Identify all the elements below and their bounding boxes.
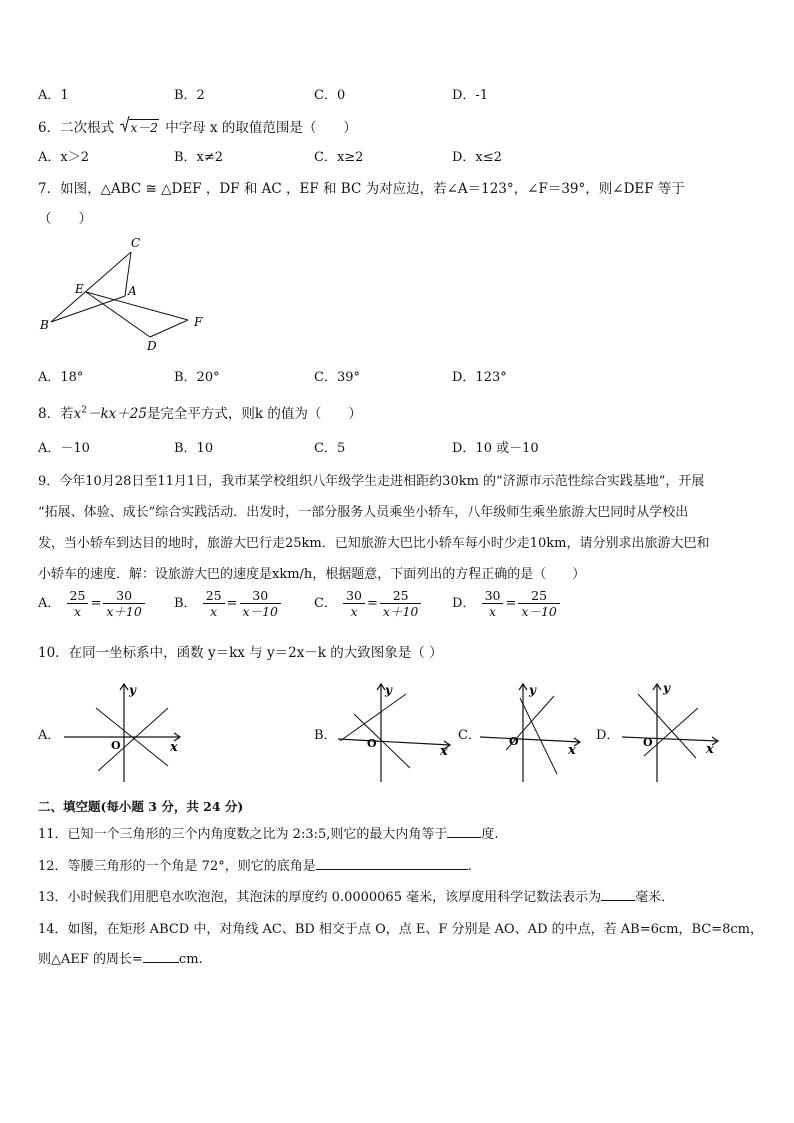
vertex-label-f: F — [194, 315, 203, 329]
x-axis-label: x — [440, 744, 448, 759]
q11-prefix: 11．已知一个三角形的三个内角度数之比为 2:3:5,则它的最大内角等于 — [38, 827, 448, 842]
q6-option-c[interactable]: C．x≥2 — [314, 150, 364, 165]
fraction-numerator: 25 — [203, 588, 225, 604]
q9-option-b-right-fraction — [240, 588, 281, 619]
q7-option-c[interactable]: C．39° — [314, 370, 360, 385]
q14-stem-line1: 14．如图，在矩形 ABCD 中，对角线 AC、BD 相交于点 O，点 E、F 分别是 AO、AD 的中点，若 AB=6cm，BC=8cm， — [38, 922, 763, 937]
fraction-denominator: x — [489, 604, 497, 619]
q6-radical — [120, 118, 159, 136]
q7-stem-line1: 7．如图，△ABC ≅ △DEF ，DF 和 AC ，EF 和 BC 为对应边，若∠A＝123°，∠F＝39°，则∠DEF 等于 — [38, 181, 685, 197]
q10-option-d-label[interactable]: D． — [596, 728, 620, 743]
q6-radicand: x－2 — [130, 120, 158, 135]
q10-stem: 10．在同一坐标系中，函数 y＝kx 与 y＝2x－k 的大致图象是（ ） — [38, 645, 443, 661]
q9-stem-line3: 发，当小轿车到达目的地时，旅游大巴行走25km．已知旅游大巴比小轿车每小时少走10km，请分别求出旅游大巴和 — [38, 536, 710, 551]
q8-stem — [38, 402, 362, 422]
edge-fd — [150, 320, 188, 337]
q14-suffix: cm. — [178, 952, 203, 967]
vertex-label-e: E — [75, 282, 84, 296]
q13-answer-blank[interactable] — [601, 888, 635, 901]
q9-option-a-left-fraction — [67, 588, 89, 619]
x-axis-label: x — [170, 740, 178, 755]
q10-graph-b[interactable] — [334, 678, 464, 788]
q8-expr-x: x — [73, 406, 82, 422]
q6-prefix: 6．二次根式 — [38, 120, 115, 136]
radical-sign-icon — [120, 116, 130, 133]
fraction-denominator: x＋10 — [382, 604, 419, 619]
q9-option-c[interactable]: C． $\frac{30}{x}$ = $\frac{25}{x+10}$ — [314, 588, 423, 619]
q7-option-b[interactable]: B．20° — [174, 370, 220, 385]
q9-option-a-label: A． — [38, 596, 61, 611]
q9-option-a[interactable]: A． $\frac{25}{x}$ = $\frac{30}{x+10}$ — [38, 588, 147, 619]
fraction-denominator: x — [350, 604, 358, 619]
fraction-denominator: x－10 — [242, 604, 278, 619]
function-line-2 — [520, 698, 557, 774]
fraction-numerator: 30 — [343, 588, 365, 604]
x-axis-label: x — [706, 742, 714, 757]
q12-suffix: . — [467, 859, 472, 874]
q8-expr-rest: －kx＋25 — [86, 406, 147, 422]
q10-option-a-label[interactable]: A． — [38, 728, 61, 743]
q12-stem — [38, 855, 472, 874]
q8-option-b[interactable]: B．10 — [174, 441, 214, 456]
q11-answer-blank[interactable] — [447, 825, 481, 838]
q9-option-c-label: C． — [314, 596, 337, 611]
fraction-numerator: 25 — [380, 588, 421, 604]
q13-suffix: 毫米． — [635, 890, 675, 905]
edge-ef — [86, 292, 188, 320]
q5-option-b[interactable]: B．2 — [174, 88, 205, 103]
q6-option-d[interactable]: D．x≤2 — [452, 150, 502, 165]
q9-option-b[interactable]: B． $\frac{25}{x}$ = $\frac{30}{x-10}$ — [174, 588, 283, 619]
x-axis — [338, 739, 450, 745]
q7-triangle-figure — [36, 234, 212, 356]
y-axis-label: y — [663, 681, 670, 695]
q8-prefix: 8．若 — [38, 406, 74, 422]
origin-label: O — [643, 736, 653, 749]
vertex-label-c: C — [131, 236, 141, 250]
q7-option-d[interactable]: D．123° — [452, 370, 507, 385]
origin-label: O — [111, 739, 121, 752]
q14-stem-line2 — [38, 948, 203, 967]
q13-prefix: 13．小时候我们用肥皂水吹泡泡，其泡沫的厚度约 0.0000065 毫米，该厚度用科学记数法表示为 — [38, 890, 602, 905]
q9-stem-line2: “拓展、体验、成长”综合实践活动．出发时，一部分服务人员乘坐小轿车，八年级师生乘坐旅游大巴同时从学校出 — [38, 505, 689, 520]
q5-option-d[interactable]: D．-1 — [452, 88, 489, 103]
fraction-denominator: x — [73, 604, 82, 619]
x-axis — [622, 737, 718, 741]
q9-option-a-right-fraction — [103, 588, 144, 619]
q9-option-b-label: B． — [174, 596, 197, 611]
q9-stem-line4: 小轿车的速度．解：设旅游大巴的速度是xkm/h，根据题意，下面列出的方程正确的是（ ） — [38, 567, 586, 582]
q6-suffix: 中字母 x 的取值范围是（ ） — [165, 120, 357, 136]
q8-option-c[interactable]: C．5 — [314, 441, 346, 456]
q6-option-a[interactable]: A．x＞2 — [38, 150, 89, 165]
section-2-heading: 二、填空题(每小题 3 分，共 24 分) — [38, 799, 244, 814]
q9-option-d-right-fraction — [518, 588, 559, 619]
origin-label: O — [367, 737, 377, 750]
q9-stem-line1: 9．今年10月28日至11月1日，我市某学校组织八年级学生走进相距约30km 的“济源市示范性综合实践基地”，开展 — [38, 474, 705, 489]
q14-answer-blank[interactable] — [143, 950, 179, 963]
q10-option-c-label[interactable]: C． — [458, 728, 481, 743]
q11-stem — [38, 823, 499, 842]
fraction-numerator: 30 — [482, 588, 504, 604]
q9-option-b-left-fraction — [203, 588, 225, 619]
q14-prefix: 则△AEF 的周长= — [38, 952, 143, 967]
q12-prefix: 12．等腰三角形的一个角是 72°，则它的底角是 — [38, 859, 316, 874]
q7-option-a[interactable]: A．18° — [38, 370, 84, 385]
fraction-numerator: 30 — [103, 588, 144, 604]
y-axis-label: y — [529, 683, 536, 697]
q10-graph-d[interactable] — [616, 678, 726, 788]
q11-suffix: 度. — [481, 827, 499, 842]
fraction-denominator: x－10 — [521, 604, 557, 619]
q8-expr-exponent: 2 — [81, 405, 87, 416]
edge-bc — [51, 252, 131, 322]
q10-graph-c[interactable] — [478, 678, 588, 788]
vertex-label-a: A — [128, 284, 137, 298]
x-axis — [480, 737, 580, 742]
q5-option-c[interactable]: C．0 — [314, 88, 346, 103]
q9-option-d-label: D． — [452, 596, 476, 611]
function-line-2 — [354, 714, 410, 768]
q6-option-b[interactable]: B．x≠2 — [174, 150, 224, 165]
q9-option-c-left-fraction — [343, 588, 365, 619]
y-axis-label: y — [385, 683, 392, 697]
q5-option-a[interactable]: A．1 — [38, 88, 69, 103]
q8-option-d[interactable]: D．10 或－10 — [452, 441, 539, 456]
y-axis-label: y — [129, 683, 136, 697]
q9-option-d[interactable]: D． $\frac{30}{x}$ = $\frac{25}{x-10}$ — [452, 588, 562, 619]
fraction-denominator: x — [210, 604, 218, 619]
x-axis-label: x — [568, 743, 576, 758]
q7-stem-line2: （ ） — [38, 211, 92, 227]
q12-answer-blank[interactable] — [316, 857, 468, 870]
vertex-label-d: D — [147, 339, 157, 353]
vertex-label-b: B — [40, 318, 49, 332]
q13-stem — [38, 886, 674, 905]
q9-option-c-right-fraction — [380, 588, 421, 619]
q8-option-a[interactable]: A．－10 — [38, 441, 90, 456]
fraction-numerator: 25 — [67, 588, 89, 604]
fraction-denominator: x＋10 — [106, 604, 142, 619]
q10-graph-a[interactable] — [62, 678, 192, 788]
q6-stem — [38, 116, 357, 136]
q8-suffix: 是完全平方式，则k 的值为（ ） — [146, 406, 362, 422]
fraction-numerator: 30 — [240, 588, 281, 604]
q9-option-d-left-fraction — [482, 588, 504, 619]
q10-option-b-label[interactable]: B． — [314, 728, 337, 743]
origin-label: O — [509, 735, 519, 748]
function-line-1 — [340, 694, 406, 741]
fraction-numerator: 25 — [518, 588, 559, 604]
